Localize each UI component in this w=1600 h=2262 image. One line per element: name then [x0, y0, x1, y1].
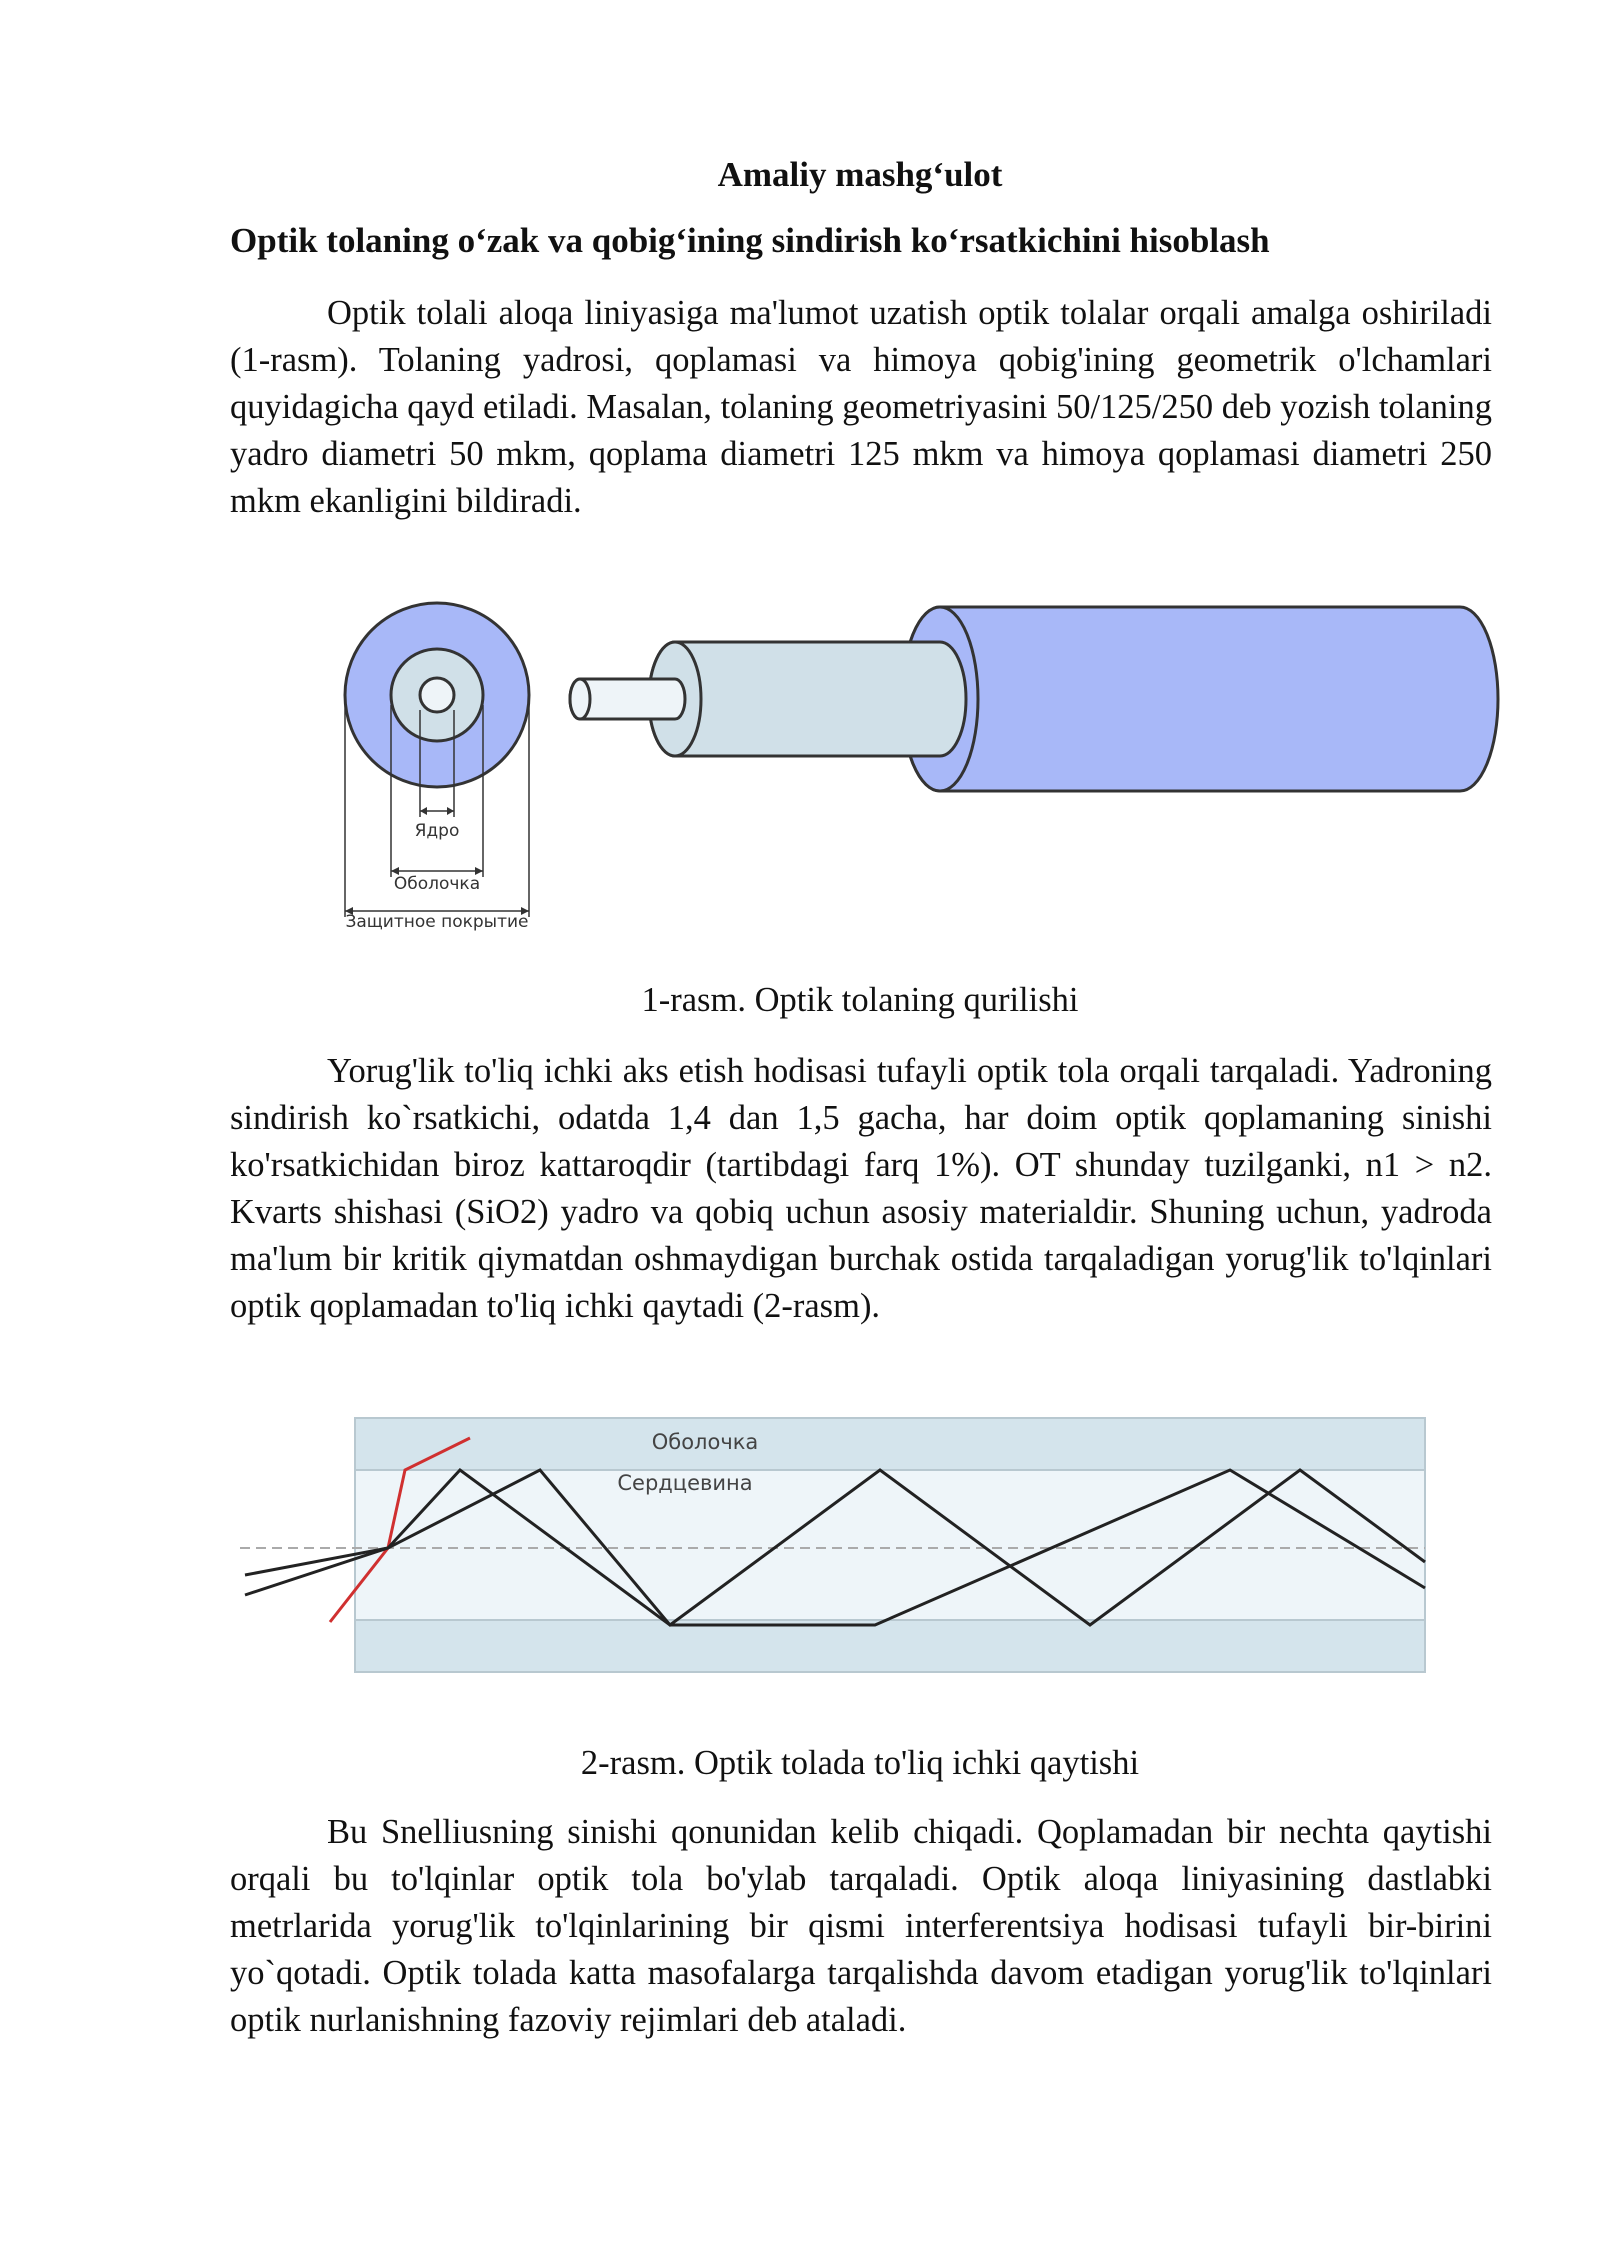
label-core-2: Сердцевина	[617, 1471, 753, 1495]
coating-cylinder	[902, 607, 1498, 791]
fiber-side-view	[570, 607, 1498, 791]
figure-total-internal-reflection	[235, 1410, 1455, 1700]
figure2-caption: 2-rasm. Optik tolada to'liq ichki qaytishi	[580, 1744, 1140, 1782]
paragraph-snell: Bu Snelliusning sinishi qonunidan kelib chiqadi. Qoplamadan bir nechta qaytishi orqali bu to'lqinlar optik tola bo'ylab tarqaladi. Optik aloqa liniyasining dastlabki metrlarida yorug'lik to'lqinlarining bir qismi interferentsiya hodisasi tufayli bir-birini yo`qotadi. Optik tolada katta masofalarga tarqalishda davom etadigan yorug'lik to'lqinlari optik nurlanishning fazoviy rejimlari deb ataladi.	[230, 1813, 1492, 2039]
paragraph-intro: Optik tolali aloqa liniyasiga ma'lumot uzatish optik tolalar orqali amalga oshiriladi (1-rasm). Tolaning yadrosi, qoplamasi va himoya qobig'ining geometrik o'lchamlari quyidagicha qayd etiladi. Masalan, tolaning geometriyasini 50/125/250 deb yozish tolaning yadro diametri 50 mkm, qoplama diametri 125 mkm va himoya qoplamasi diametri 250 mkm ekanligini bildiradi.	[230, 294, 1492, 520]
figure-fiber-structure	[320, 585, 1500, 945]
cladding-top	[355, 1418, 1425, 1470]
page-title: Amaliy mashg‘ulot	[717, 155, 1003, 194]
figure1-caption: 1-rasm. Optik tolaning qurilishi	[641, 981, 1079, 1019]
total-internal-reflection-diagram	[235, 1410, 1455, 1700]
label-core: Ядро	[414, 821, 460, 841]
core-circle	[420, 678, 454, 712]
label-coating: Защитное покрытие	[345, 912, 529, 932]
page-subtitle: Optik tolaning o‘zak va qobig‘ining sindirish ko‘rsatkichini hisoblash	[230, 221, 1270, 260]
label-cladding: Оболочка	[393, 874, 481, 894]
fiber-structure-diagram	[320, 585, 1500, 945]
label-cladding-2: Оболочка	[651, 1430, 759, 1454]
cladding-bottom	[355, 1620, 1425, 1672]
paragraph-total-reflection: Yorug'lik to'liq ichki aks etish hodisasi tufayli optik tola orqali tarqaladi. Yadroning sindirish ko`rsatkichi, odatda 1,4 dan 1,5 gacha, har doim optik qoplamaning sinishi ko'rsatkichidan biroz kattaroqdir (tartibdagi farq 1%). OT shunday tuzilganki, n1 > n2. Kvarts shishasi (SiO2) yadro va qobiq uchun asosiy materialdir. Shuning uchun, yadroda ma'lum bir kritik qiymatdan oshmaydigan burchak ostida tarqaladigan yorug'lik to'lqinlari optik qoplamadan to'liq ichki qaytadi (2-rasm).	[230, 1052, 1492, 1325]
fiber-cross-section	[345, 603, 529, 932]
